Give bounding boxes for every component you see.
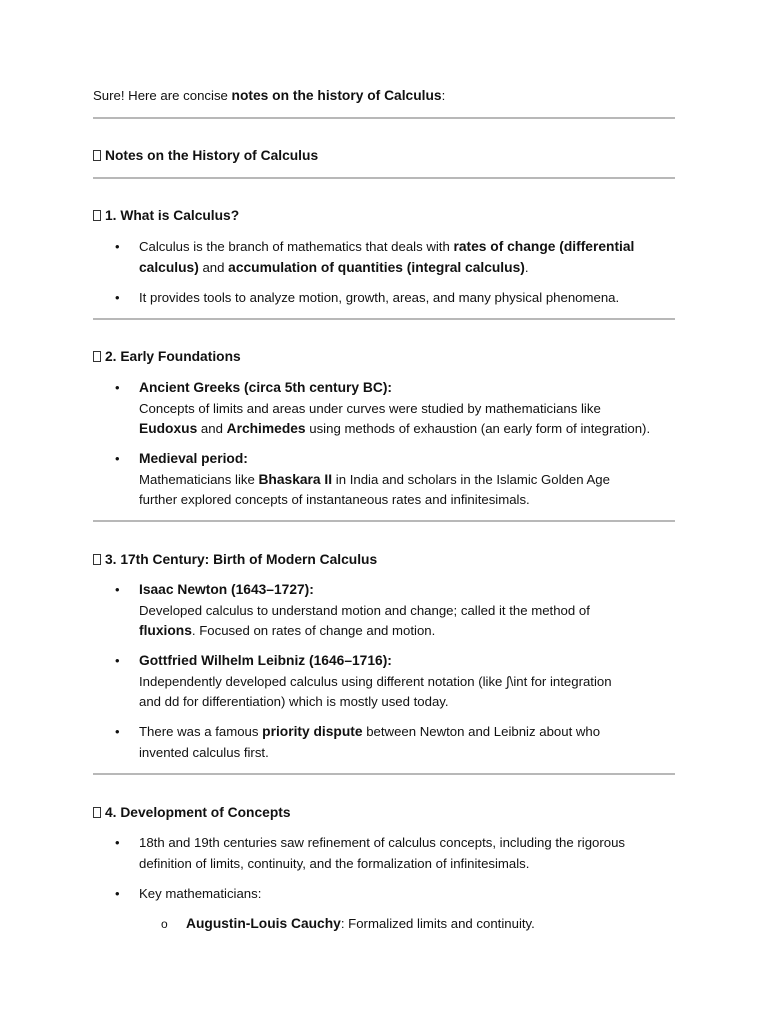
divider (93, 520, 675, 522)
bullet-icon: • (115, 451, 120, 466)
list-item-line: further explored concepts of instantaneous rates and infinitesimals. (139, 492, 530, 507)
list-item-line: invented calculus first. (139, 744, 269, 760)
list-item (115, 651, 679, 713)
list-item (115, 722, 679, 763)
list-item (115, 378, 679, 440)
list-item-text: Mathematicians like (139, 471, 259, 487)
list-item (115, 288, 679, 309)
list-item-text: Calculus is the branch of mathematics that deals with (139, 239, 454, 254)
bold-term: rates of change (differential (453, 239, 635, 254)
bullet-icon: • (115, 380, 120, 395)
section-heading-text: 2. Early Foundations (105, 349, 241, 364)
list-item-line: Independently developed calculus using different notation (like ∫\int for integration (139, 673, 612, 689)
intro-bold-text: notes on the history of Calculus (231, 88, 442, 103)
list-item (115, 237, 679, 278)
bullet-icon: • (115, 835, 120, 850)
list-item-title (139, 378, 679, 399)
list-item (115, 449, 679, 511)
list-item-line: Concepts of limits and areas under curves were studied by mathematicians like (139, 400, 601, 416)
section-heading-text: 3. 17th Century: Birth of Modern Calculus (105, 552, 378, 567)
bold-term: Eudoxus (139, 421, 198, 436)
bold-term: calculus) (139, 259, 199, 275)
sub-list-item-text: : Formalized limits and continuity. (340, 916, 535, 931)
list-item-title (139, 449, 679, 470)
missing-glyph-icon (93, 554, 101, 565)
list-item-title (139, 651, 679, 672)
list-item-line (139, 237, 679, 258)
bold-term: Ancient Greeks (circa 5th century BC): (139, 380, 393, 395)
bold-term: Medieval period: (139, 451, 248, 466)
divider (93, 117, 675, 119)
section-heading-17th-century (93, 550, 377, 570)
list-item-line: 18th and 19th centuries saw refinement of calculus concepts, including the rigorous (139, 835, 626, 850)
bullet-icon: • (115, 582, 120, 597)
bold-term: Archimedes (226, 421, 306, 436)
intro-colon: : (441, 88, 446, 103)
bold-term: Isaac Newton (1643–1727): (139, 582, 314, 597)
divider (93, 773, 675, 775)
bold-term: Gottfried Wilhelm Leibniz (1646–1716): (139, 653, 392, 668)
list-item-text: There was a famous (139, 724, 263, 739)
list-item-title (139, 580, 679, 601)
list-item-line (139, 722, 679, 743)
bullet-icon: • (115, 239, 120, 254)
section-heading-early-foundations (93, 347, 241, 367)
divider (93, 177, 675, 179)
circle-bullet-icon: o (161, 917, 168, 931)
section-heading-text: 1. What is Calculus? (105, 208, 240, 223)
list-item-line (139, 258, 679, 279)
list-item (115, 580, 679, 642)
list-item-text: It provides tools to analyze motion, growth, areas, and many physical phenomena. (139, 290, 620, 305)
bullet-icon: • (115, 724, 120, 739)
section-heading-what-is-calculus (93, 206, 239, 226)
missing-glyph-icon (93, 210, 101, 221)
list-item-line: definition of limits, continuity, and the formalization of infinitesimals. (139, 855, 530, 871)
bold-term: Augustin-Louis Cauchy (186, 916, 341, 931)
list-item-line: Developed calculus to understand motion and change; called it the method of (139, 602, 590, 618)
list-item-line (139, 419, 679, 440)
bold-term: priority dispute (262, 724, 363, 739)
section-heading-text: 4. Development of Concepts (105, 805, 291, 820)
list-item-line: and dd for differentiation) which is mostly used today. (139, 694, 449, 709)
list-item-text: . Focused on rates of change and motion. (191, 623, 436, 638)
list-item-text: and (197, 421, 227, 436)
intro-line (93, 86, 445, 106)
bullet-icon: • (115, 653, 120, 668)
bullet-icon: • (115, 886, 120, 901)
bold-term: fluxions (139, 623, 192, 638)
list-item (115, 884, 679, 905)
list-item-text: and (198, 259, 229, 275)
bold-term: accumulation of quantities (integral calculus) (228, 259, 525, 275)
intro-text: Sure! Here are concise (93, 88, 232, 103)
list-item-text: . (524, 259, 529, 275)
list-item-line (139, 470, 679, 491)
list-item-text: in India and scholars in the Islamic Golden Age (332, 471, 610, 487)
bold-term: Bhaskara II (258, 471, 333, 487)
sub-list-item (161, 914, 676, 934)
list-item (115, 833, 679, 874)
bullet-icon: • (115, 290, 120, 305)
divider (93, 318, 675, 320)
document-title-text: Notes on the History of Calculus (105, 148, 319, 163)
list-item-line (139, 621, 679, 642)
section-heading-development-of-concepts (93, 803, 291, 823)
list-item-text: between Newton and Leibniz about who (362, 724, 601, 739)
list-item-text: Key mathematicians: (139, 886, 262, 901)
missing-glyph-icon (93, 150, 101, 161)
missing-glyph-icon (93, 807, 101, 818)
missing-glyph-icon (93, 351, 101, 362)
document-title (93, 146, 318, 166)
list-item-text: using methods of exhaustion (an early form of integration). (305, 421, 651, 436)
